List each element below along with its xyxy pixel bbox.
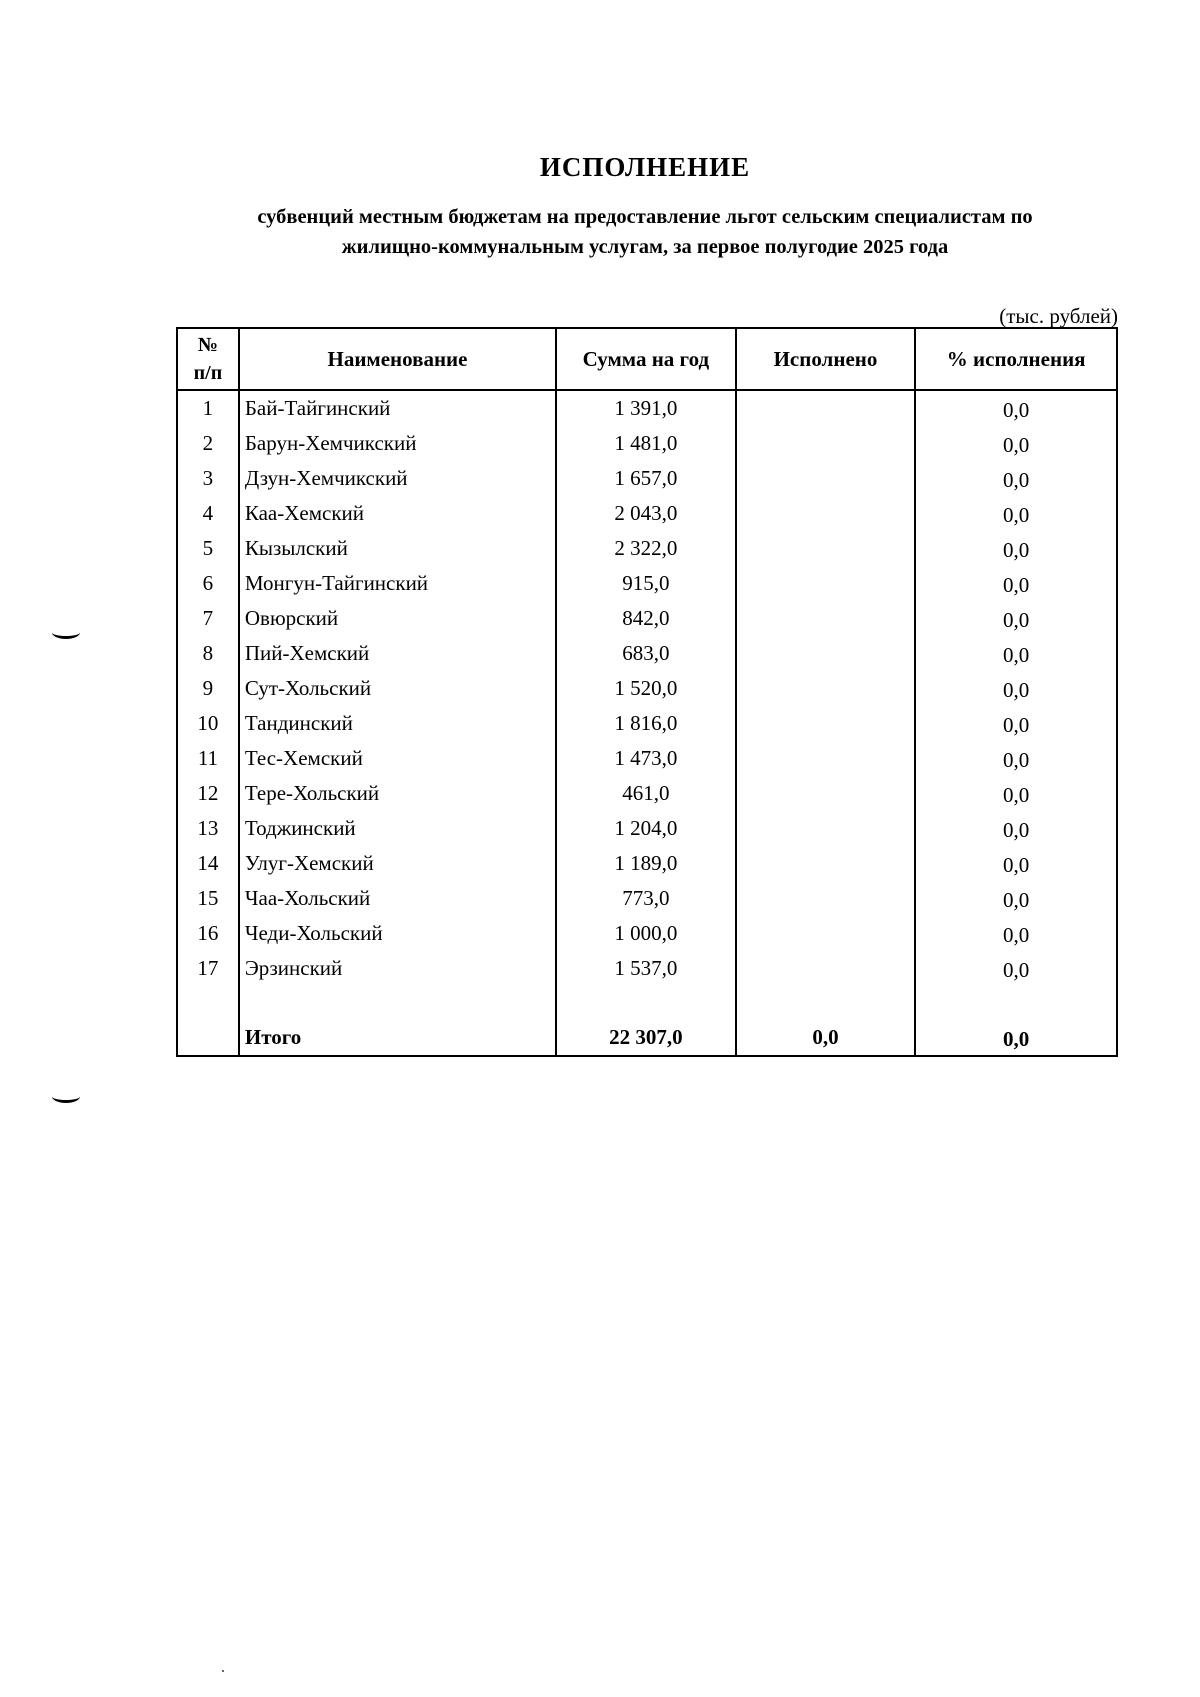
row-name: Эрзинский	[239, 951, 556, 986]
row-done	[736, 671, 916, 706]
table-row	[177, 776, 1117, 811]
row-done	[736, 601, 916, 636]
table-row	[177, 706, 1117, 741]
row-name: Дзун-Хемчикский	[239, 461, 556, 496]
row-sum: 1 204,0	[556, 811, 736, 846]
row-sum: 1 391,0	[556, 390, 736, 426]
row-name: Тоджинский	[239, 811, 556, 846]
row-number: 3	[177, 461, 239, 496]
row-done	[736, 881, 916, 916]
row-name: Пий-Хемский	[239, 636, 556, 671]
document-title: ИСПОЛНЕНИЕ	[539, 152, 751, 182]
execution-table	[176, 327, 1118, 1057]
table-spacer-row	[177, 986, 1117, 1020]
row-sum: 773,0	[556, 881, 736, 916]
row-pct: 0,0	[915, 566, 1117, 601]
row-number: 14	[177, 846, 239, 881]
row-pct: 0,0	[915, 776, 1117, 811]
table-row	[177, 426, 1117, 461]
header-name: Наименование	[239, 328, 556, 390]
row-sum: 1 189,0	[556, 846, 736, 881]
row-done	[736, 741, 916, 776]
total-done: 0,0	[736, 1020, 916, 1056]
row-done	[736, 426, 916, 461]
row-number: 11	[177, 741, 239, 776]
row-pct: 0,0	[915, 881, 1117, 916]
row-name: Тес-Хемский	[239, 741, 556, 776]
scan-mark	[52, 626, 80, 639]
table-row	[177, 636, 1117, 671]
row-number: 8	[177, 636, 239, 671]
header-number-line1: №	[197, 334, 218, 356]
row-done	[736, 916, 916, 951]
row-done	[736, 390, 916, 426]
table-body	[177, 390, 1117, 1056]
row-sum: 842,0	[556, 601, 736, 636]
row-done	[736, 636, 916, 671]
row-done	[736, 706, 916, 741]
row-pct: 0,0	[915, 671, 1117, 706]
row-name: Монгун-Тайгинский	[239, 566, 556, 601]
row-pct: 0,0	[915, 390, 1117, 426]
row-pct: 0,0	[915, 811, 1117, 846]
row-pct: 0,0	[915, 496, 1117, 531]
row-name: Тере-Хольский	[239, 776, 556, 811]
table-row	[177, 671, 1117, 706]
row-number: 17	[177, 951, 239, 986]
row-sum: 1 000,0	[556, 916, 736, 951]
row-sum: 461,0	[556, 776, 736, 811]
table-row	[177, 741, 1117, 776]
document-subtitle	[170, 202, 1120, 262]
row-pct: 0,0	[915, 636, 1117, 671]
table-row	[177, 951, 1117, 986]
row-name: Тандинский	[239, 706, 556, 741]
spacer-cell	[915, 986, 1117, 1020]
total-sum: 22 307,0	[556, 1020, 736, 1056]
row-number: 4	[177, 496, 239, 531]
subtitle-line-2: жилищно-коммунальным услугам, за первое полугодие 2025 года	[341, 236, 949, 258]
header-pct: % исполнения	[915, 328, 1117, 390]
row-number: 13	[177, 811, 239, 846]
units-label: (тыс. рублей)	[999, 304, 1118, 328]
row-number: 16	[177, 916, 239, 951]
spacer-cell	[736, 986, 916, 1020]
header-done: Исполнено	[736, 328, 916, 390]
table-row	[177, 846, 1117, 881]
spacer-cell	[239, 986, 556, 1020]
table-row	[177, 566, 1117, 601]
row-number: 10	[177, 706, 239, 741]
row-number: 5	[177, 531, 239, 566]
row-pct: 0,0	[915, 706, 1117, 741]
spacer-cell	[177, 986, 239, 1020]
row-pct: 0,0	[915, 741, 1117, 776]
header-number	[177, 328, 239, 390]
table-header-row	[177, 328, 1117, 390]
row-pct: 0,0	[915, 846, 1117, 881]
subtitle-line-1: субвенций местным бюджетам на предоставление льгот сельским специалистам по	[257, 206, 1033, 228]
row-pct: 0,0	[915, 916, 1117, 951]
table-row	[177, 881, 1117, 916]
row-number: 15	[177, 881, 239, 916]
row-sum: 2 043,0	[556, 496, 736, 531]
scan-mark	[52, 1090, 80, 1103]
row-done	[736, 951, 916, 986]
table-row	[177, 811, 1117, 846]
row-name: Чаа-Хольский	[239, 881, 556, 916]
table-row	[177, 916, 1117, 951]
table-total-row	[177, 1020, 1117, 1056]
row-sum: 1 473,0	[556, 741, 736, 776]
row-name: Барун-Хемчикский	[239, 426, 556, 461]
row-sum: 1 816,0	[556, 706, 736, 741]
row-done	[736, 496, 916, 531]
row-done	[736, 461, 916, 496]
header-number-line2: п/п	[193, 362, 223, 384]
row-pct: 0,0	[915, 951, 1117, 986]
table-row	[177, 531, 1117, 566]
row-sum: 1 657,0	[556, 461, 736, 496]
row-name: Кызылский	[239, 531, 556, 566]
row-sum: 1 520,0	[556, 671, 736, 706]
total-label: Итого	[239, 1020, 556, 1056]
row-pct: 0,0	[915, 426, 1117, 461]
row-name: Бай-Тайгинский	[239, 390, 556, 426]
total-pct: 0,0	[915, 1020, 1117, 1056]
row-number: 12	[177, 776, 239, 811]
header-sum: Сумма на год	[556, 328, 736, 390]
table-row	[177, 601, 1117, 636]
total-number-cell	[177, 1020, 239, 1056]
row-name: Сут-Хольский	[239, 671, 556, 706]
row-sum: 2 322,0	[556, 531, 736, 566]
table-row	[177, 461, 1117, 496]
row-pct: 0,0	[915, 461, 1117, 496]
row-number: 6	[177, 566, 239, 601]
row-number: 2	[177, 426, 239, 461]
row-name: Улуг-Хемский	[239, 846, 556, 881]
table-row	[177, 390, 1117, 426]
row-done	[736, 776, 916, 811]
row-done	[736, 566, 916, 601]
row-done	[736, 846, 916, 881]
row-sum: 1 481,0	[556, 426, 736, 461]
row-done	[736, 811, 916, 846]
row-number: 7	[177, 601, 239, 636]
spacer-cell	[556, 986, 736, 1020]
row-name: Каа-Хемский	[239, 496, 556, 531]
row-name: Овюрский	[239, 601, 556, 636]
row-number: 1	[177, 390, 239, 426]
row-pct: 0,0	[915, 601, 1117, 636]
row-number: 9	[177, 671, 239, 706]
row-done	[736, 531, 916, 566]
scan-dot	[222, 1670, 224, 1672]
row-sum: 915,0	[556, 566, 736, 601]
row-sum: 683,0	[556, 636, 736, 671]
table-row	[177, 496, 1117, 531]
row-name: Чеди-Хольский	[239, 916, 556, 951]
row-sum: 1 537,0	[556, 951, 736, 986]
row-pct: 0,0	[915, 531, 1117, 566]
